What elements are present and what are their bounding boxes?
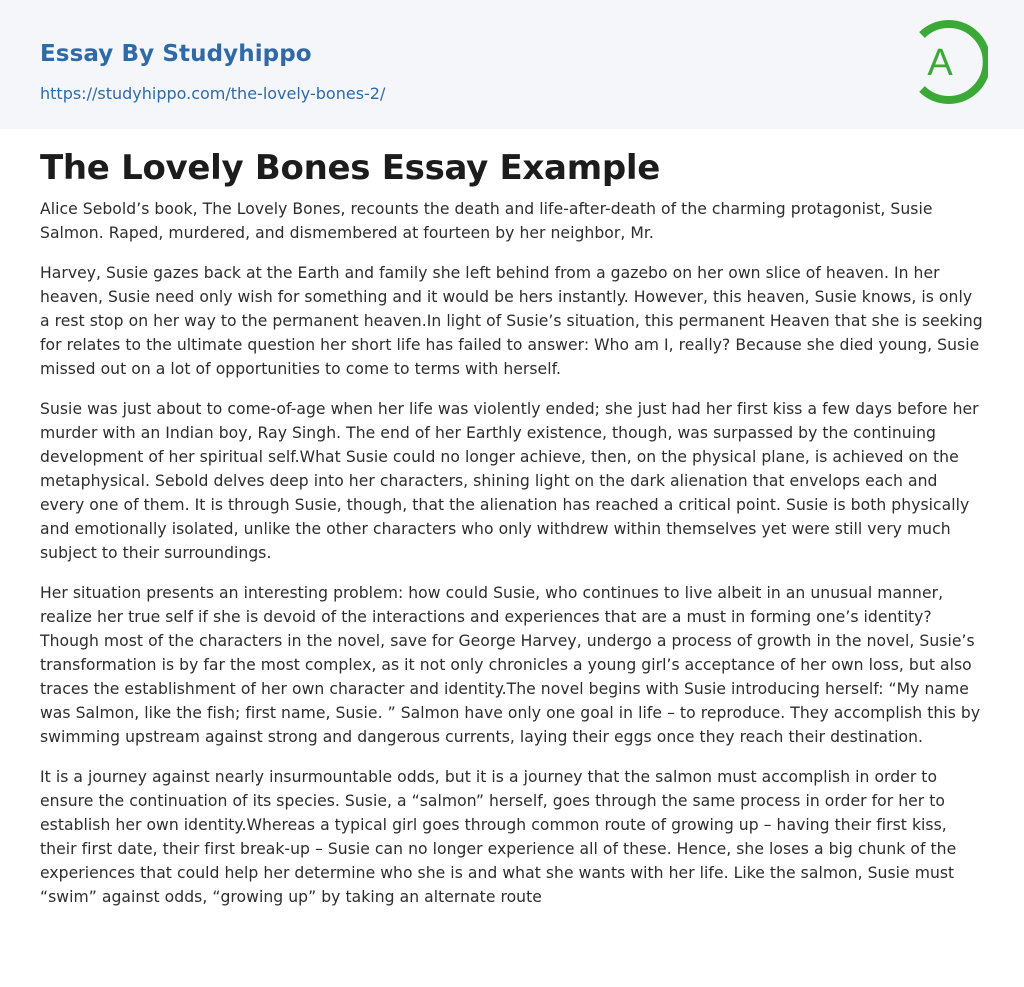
site-header	[0, 0, 1024, 129]
article-paragraph: It is a journey against nearly insurmountable odds, but it is a journey that the salmon must accomplish in order to ensure the continuation of its species. Susie, a “salmon” herself, goes through the same process in order for her to establish her own identity.Whereas a typical girl goes through common route of growing up – having their first kiss, their first date, their first break-up – Susie can no longer experience all of these. Hence, she loses a big chunk of the experiences that could help her determine who she is and what she wants with her life. Like the salmon, Susie must “swim” against odds, “growing up” by taking an alternate route	[40, 768, 957, 906]
article-paragraph: Susie was just about to come-of-age when her life was violently ended; she just had her first kiss a few days before her murder with an Indian boy, Ray Singh. The end of her Earthly existence, though, was surpassed by the continuing development of her spiritual self.What Susie could no longer achieve, then, on the physical plane, is achieved on the metaphysical. Sebold delves deep into her characters, shining light on the dark alienation that envelops each and every one of them. It is through Susie, though, that the alienation has reached a critical point. Susie is both physically and emotionally isolated, unlike the other characters who only withdrew within themselves yet were still very much subject to their surroundings.	[40, 400, 979, 562]
article-paragraph: Her situation presents an interesting problem: how could Susie, who continues to live albeit in an unusual manner, realize her true self if she is devoid of the interactions and experiences that are a must in forming one’s identity? Though most of the characters in the novel, save for George Harvey, undergo a process of growth in the novel, Susie’s transformation is by far the most complex, as it not only chronicles a young girl’s acceptance of her own loss, but also traces the establishment of her own character and identity.The novel begins with Susie introducing herself: “My name was Salmon, like the fish; first name, Susie. ” Salmon have only one goal in life – to reproduce. They accomplish this by swimming upstream against strong and dangerous currents, laying their eggs once they reach their destination.	[40, 584, 981, 746]
page-url-link[interactable]: https://studyhippo.com/the-lovely-bones-2/	[40, 84, 386, 103]
article	[40, 145, 985, 925]
page-title: The Lovely Bones Essay Example	[40, 148, 660, 188]
article-paragraph: Alice Sebold’s book, The Lovely Bones, recounts the death and life-after-death of the charming protagonist, Susie Salmon. Raped, murdered, and dismembered at fourteen by her neighbor, Mr.	[40, 200, 933, 242]
logo-letter: A	[927, 42, 953, 84]
site-brand[interactable]: Essay By Studyhippo	[40, 41, 312, 67]
article-paragraph: Harvey, Susie gazes back at the Earth and family she left behind from a gazebo on her own slice of heaven. In her heaven, Susie need only wish for something and it would be hers instantly. However, this heaven, Susie knows, is only a rest stop on her way to the permanent heaven.In light of Susie’s situation, this permanent Heaven that she is seeking for relates to the ultimate question her short life has failed to answer: Who am I, really? Because she died young, Susie missed out on a lot of opportunities to come to terms with herself.	[40, 264, 983, 378]
studyhippo-logo-icon[interactable]	[904, 18, 988, 106]
